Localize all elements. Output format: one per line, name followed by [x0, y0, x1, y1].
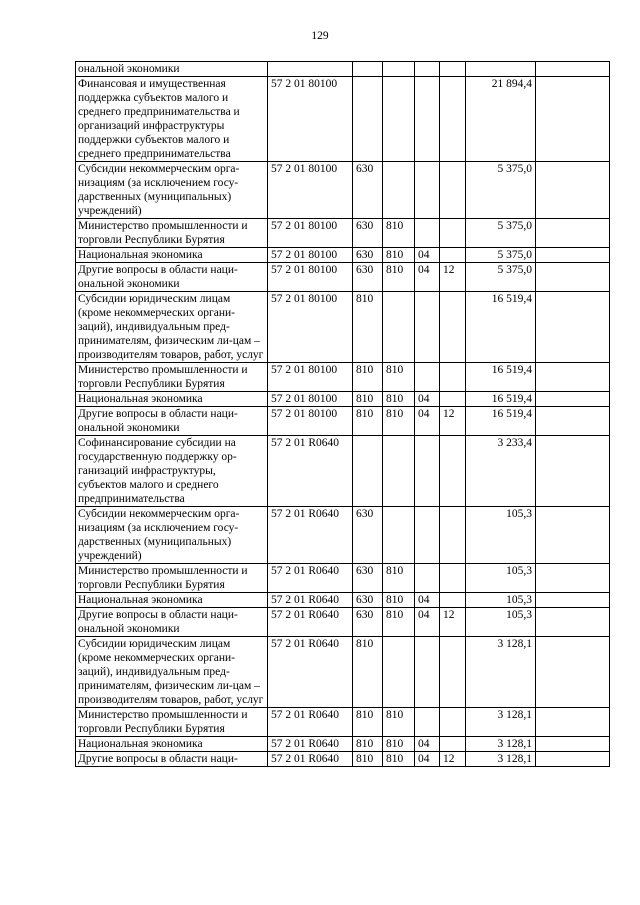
cell-empty: [536, 752, 610, 767]
cell-pr: [440, 637, 466, 708]
budget-table: [75, 61, 610, 767]
cell-amount: 16 519,4: [466, 292, 536, 363]
cell-rz: [415, 507, 440, 564]
cell-pr: [440, 564, 466, 593]
cell-amount: 105,3: [466, 507, 536, 564]
table-row: [76, 292, 610, 363]
cell-empty: [536, 564, 610, 593]
cell-empty: [536, 407, 610, 436]
cell-empty: [536, 436, 610, 507]
cell-vr: [353, 77, 383, 162]
cell-code: 57 2 01 80100: [268, 392, 353, 407]
cell-rz: 04: [415, 737, 440, 752]
cell-vr: [353, 62, 383, 77]
cell-code: 57 2 01 80100: [268, 219, 353, 248]
cell-pr: [440, 363, 466, 392]
table-row: [76, 407, 610, 436]
cell-rz: [415, 363, 440, 392]
cell-grbs: 810: [383, 564, 415, 593]
cell-rz: 04: [415, 752, 440, 767]
cell-name: Национальная экономика: [76, 593, 268, 608]
cell-vr: 810: [353, 292, 383, 363]
cell-grbs: 810: [383, 363, 415, 392]
cell-amount: 105,3: [466, 593, 536, 608]
cell-pr: 12: [440, 263, 466, 292]
cell-amount: [466, 62, 536, 77]
cell-rz: 04: [415, 593, 440, 608]
table-row: [76, 162, 610, 219]
cell-grbs: 810: [383, 392, 415, 407]
cell-name: Субсидии некоммерческим орга-низациям (за исключением госу-дарственных (муниципальных) учреждений): [76, 162, 268, 219]
cell-empty: [536, 737, 610, 752]
cell-amount: 3 128,1: [466, 752, 536, 767]
cell-vr: 810: [353, 708, 383, 737]
cell-code: 57 2 01 R0640: [268, 564, 353, 593]
cell-vr: 810: [353, 752, 383, 767]
cell-rz: 04: [415, 248, 440, 263]
cell-grbs: 810: [383, 248, 415, 263]
cell-grbs: [383, 507, 415, 564]
cell-amount: 3 128,1: [466, 737, 536, 752]
table-row: [76, 752, 610, 767]
cell-grbs: [383, 162, 415, 219]
cell-empty: [536, 363, 610, 392]
cell-rz: [415, 162, 440, 219]
cell-pr: [440, 219, 466, 248]
cell-pr: 12: [440, 407, 466, 436]
cell-name: Национальная экономика: [76, 737, 268, 752]
cell-grbs: 810: [383, 752, 415, 767]
cell-pr: [440, 507, 466, 564]
table-row: [76, 637, 610, 708]
table-row: [76, 436, 610, 507]
cell-empty: [536, 608, 610, 637]
cell-vr: 810: [353, 392, 383, 407]
cell-empty: [536, 593, 610, 608]
cell-empty: [536, 507, 610, 564]
cell-name: Софинансирование субсидии на государственную поддержку ор-ганизаций инфраструктуры, субъектов малого и среднего предпринимательства: [76, 436, 268, 507]
table-row: [76, 392, 610, 407]
cell-code: 57 2 01 80100: [268, 363, 353, 392]
cell-grbs: [383, 637, 415, 708]
cell-grbs: 810: [383, 593, 415, 608]
cell-empty: [536, 219, 610, 248]
cell-empty: [536, 62, 610, 77]
cell-code: 57 2 01 80100: [268, 263, 353, 292]
table-row: [76, 593, 610, 608]
table-row: [76, 564, 610, 593]
cell-vr: 810: [353, 737, 383, 752]
table-row: [76, 507, 610, 564]
cell-amount: 3 128,1: [466, 708, 536, 737]
cell-grbs: 810: [383, 708, 415, 737]
cell-code: 57 2 01 R0640: [268, 436, 353, 507]
cell-amount: 105,3: [466, 564, 536, 593]
cell-amount: 5 375,0: [466, 263, 536, 292]
budget-table-body: [76, 62, 610, 767]
cell-pr: [440, 62, 466, 77]
cell-code: 57 2 01 R0640: [268, 737, 353, 752]
cell-name: Национальная экономика: [76, 392, 268, 407]
cell-code: 57 2 01 R0640: [268, 507, 353, 564]
cell-empty: [536, 708, 610, 737]
cell-vr: 810: [353, 363, 383, 392]
cell-pr: 12: [440, 608, 466, 637]
cell-code: 57 2 01 80100: [268, 292, 353, 363]
cell-grbs: 810: [383, 737, 415, 752]
cell-amount: 16 519,4: [466, 392, 536, 407]
cell-code: [268, 62, 353, 77]
cell-name: Субсидии юридическим лицам (кроме некоммерческих органи-заций), индивидуальным пред-принимателям, физическим ли-цам – производителям товаров, работ, услуг: [76, 292, 268, 363]
cell-pr: [440, 248, 466, 263]
cell-name: Национальная экономика: [76, 248, 268, 263]
cell-code: 57 2 01 R0640: [268, 637, 353, 708]
cell-empty: [536, 292, 610, 363]
cell-grbs: [383, 292, 415, 363]
cell-empty: [536, 392, 610, 407]
cell-code: 57 2 01 R0640: [268, 708, 353, 737]
cell-code: 57 2 01 R0640: [268, 593, 353, 608]
cell-code: 57 2 01 R0640: [268, 752, 353, 767]
cell-amount: 5 375,0: [466, 219, 536, 248]
cell-pr: [440, 392, 466, 407]
cell-pr: [440, 593, 466, 608]
cell-vr: 810: [353, 407, 383, 436]
cell-amount: 3 233,4: [466, 436, 536, 507]
cell-name: Другие вопросы в области наци-: [76, 752, 268, 767]
cell-empty: [536, 77, 610, 162]
cell-vr: 630: [353, 219, 383, 248]
cell-rz: [415, 292, 440, 363]
cell-grbs: 810: [383, 407, 415, 436]
cell-vr: [353, 436, 383, 507]
cell-rz: 04: [415, 608, 440, 637]
cell-name: Субсидии некоммерческим орга-низациям (за исключением госу-дарственных (муниципальных) учреждений): [76, 507, 268, 564]
cell-amount: 21 894,4: [466, 77, 536, 162]
cell-name: Министерство промышленности и торговли Республики Бурятия: [76, 219, 268, 248]
cell-vr: 810: [353, 637, 383, 708]
cell-name: Финансовая и имущественная поддержка субъектов малого и среднего предпринимательства и организаций инфраструктуры поддержки субъектов малого и среднего предпринимательства: [76, 77, 268, 162]
table-row: [76, 737, 610, 752]
cell-name: Субсидии юридическим лицам (кроме некоммерческих органи-заций), индивидуальным пред-принимателям, физическим ли-цам – производителям товаров, работ, услуг: [76, 637, 268, 708]
table-row: [76, 608, 610, 637]
cell-rz: [415, 637, 440, 708]
cell-grbs: 810: [383, 608, 415, 637]
cell-pr: [440, 77, 466, 162]
cell-empty: [536, 637, 610, 708]
table-row: [76, 62, 610, 77]
cell-rz: [415, 564, 440, 593]
cell-rz: [415, 77, 440, 162]
cell-pr: [440, 292, 466, 363]
cell-code: 57 2 01 R0640: [268, 608, 353, 637]
page-number: 129: [311, 30, 329, 42]
cell-rz: 04: [415, 392, 440, 407]
cell-rz: 04: [415, 407, 440, 436]
cell-empty: [536, 248, 610, 263]
cell-rz: [415, 219, 440, 248]
cell-pr: [440, 162, 466, 219]
cell-name: Министерство промышленности и торговли Республики Бурятия: [76, 708, 268, 737]
cell-name: Министерство промышленности и торговли Республики Бурятия: [76, 564, 268, 593]
cell-vr: 630: [353, 507, 383, 564]
cell-amount: 105,3: [466, 608, 536, 637]
cell-empty: [536, 162, 610, 219]
table-row: [76, 363, 610, 392]
cell-code: 57 2 01 80100: [268, 407, 353, 436]
cell-grbs: 810: [383, 219, 415, 248]
cell-grbs: [383, 62, 415, 77]
cell-vr: 630: [353, 263, 383, 292]
cell-rz: [415, 436, 440, 507]
cell-vr: 630: [353, 564, 383, 593]
cell-amount: 5 375,0: [466, 248, 536, 263]
cell-pr: 12: [440, 752, 466, 767]
cell-code: 57 2 01 80100: [268, 248, 353, 263]
cell-rz: [415, 62, 440, 77]
table-row: [76, 77, 610, 162]
cell-grbs: [383, 77, 415, 162]
cell-name: Другие вопросы в области наци-ональной экономики: [76, 608, 268, 637]
cell-name: Другие вопросы в области наци-ональной экономики: [76, 407, 268, 436]
cell-vr: 630: [353, 248, 383, 263]
cell-rz: 04: [415, 263, 440, 292]
cell-empty: [536, 263, 610, 292]
cell-amount: 3 128,1: [466, 637, 536, 708]
cell-code: 57 2 01 80100: [268, 162, 353, 219]
cell-grbs: [383, 436, 415, 507]
table-row: [76, 263, 610, 292]
cell-vr: 630: [353, 593, 383, 608]
cell-amount: 5 375,0: [466, 162, 536, 219]
cell-pr: [440, 436, 466, 507]
cell-name: Министерство промышленности и торговли Республики Бурятия: [76, 363, 268, 392]
cell-vr: 630: [353, 162, 383, 219]
cell-code: 57 2 01 80100: [268, 77, 353, 162]
table-row: [76, 248, 610, 263]
cell-pr: [440, 737, 466, 752]
cell-rz: [415, 708, 440, 737]
cell-vr: 630: [353, 608, 383, 637]
cell-amount: 16 519,4: [466, 407, 536, 436]
cell-name: Другие вопросы в области наци-ональной экономики: [76, 263, 268, 292]
cell-name: ональной экономики: [76, 62, 268, 77]
table-row: [76, 219, 610, 248]
table-row: [76, 708, 610, 737]
cell-pr: [440, 708, 466, 737]
cell-grbs: 810: [383, 263, 415, 292]
cell-amount: 16 519,4: [466, 363, 536, 392]
